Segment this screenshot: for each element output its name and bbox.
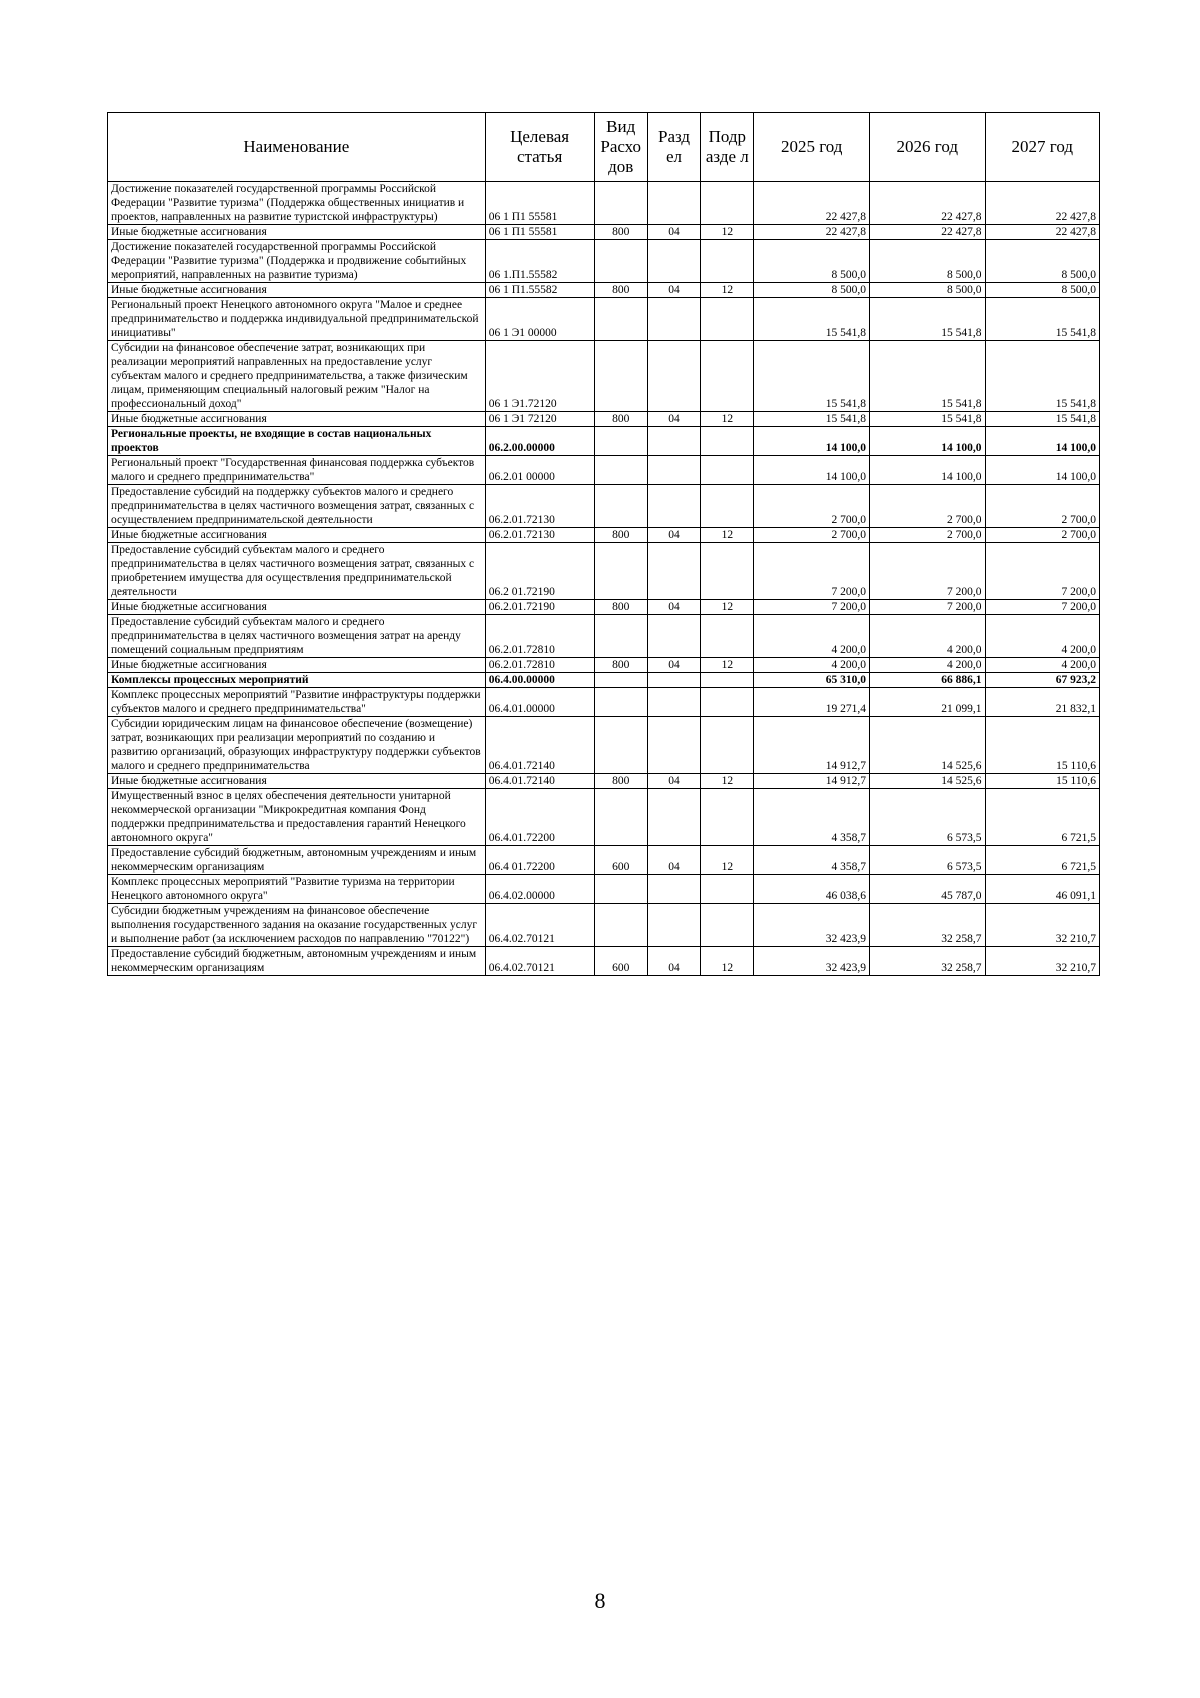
- cell-2025: 14 912,7: [754, 774, 870, 789]
- table-row: [108, 658, 1100, 673]
- table-body: [108, 182, 1100, 976]
- cell-2026: 6 573,5: [870, 789, 986, 846]
- cell-name: Иные бюджетные ассигнования: [108, 283, 486, 298]
- col-header-name: Наименование: [108, 113, 486, 182]
- cell-section: 04: [647, 658, 700, 673]
- cell-name: Иные бюджетные ассигнования: [108, 600, 486, 615]
- table-row: [108, 600, 1100, 615]
- cell-subsection: [701, 298, 754, 341]
- cell-target-code: 06.4.01.72140: [485, 717, 594, 774]
- cell-name: Предоставление субсидий бюджетным, автономным учреждениям и иным некоммерческим организациям: [108, 846, 486, 875]
- cell-2025: 15 541,8: [754, 341, 870, 412]
- cell-expense-type: [594, 717, 647, 774]
- cell-2027: 67 923,2: [985, 673, 1099, 688]
- cell-2027: 32 210,7: [985, 947, 1099, 976]
- cell-2027: 4 200,0: [985, 615, 1099, 658]
- cell-target-code: 06 1 П1.55582: [485, 283, 594, 298]
- cell-section: 04: [647, 947, 700, 976]
- cell-2027: 8 500,0: [985, 240, 1099, 283]
- cell-2025: 4 200,0: [754, 658, 870, 673]
- cell-2026: 8 500,0: [870, 240, 986, 283]
- cell-name: Региональный проект "Государственная финансовая поддержка субъектов малого и среднего предпринимательства": [108, 456, 486, 485]
- cell-expense-type: [594, 789, 647, 846]
- cell-2026: 15 541,8: [870, 298, 986, 341]
- cell-2027: 7 200,0: [985, 543, 1099, 600]
- cell-2026: 7 200,0: [870, 600, 986, 615]
- cell-2027: 22 427,8: [985, 225, 1099, 240]
- cell-expense-type: 800: [594, 412, 647, 427]
- cell-2025: 4 358,7: [754, 789, 870, 846]
- page-number: 8: [594, 1588, 606, 1613]
- cell-name: Субсидии на финансовое обеспечение затрат, возникающих при реализации мероприятий направленных на предоставление услуг субъектам малого и среднего предпринимательства, а также физическим лицам, применяющим специальный налоговый режим "Налог на профессиональный доход": [108, 341, 486, 412]
- cell-target-code: 06.4.02.70121: [485, 904, 594, 947]
- cell-target-code: 06.2.01.72810: [485, 658, 594, 673]
- cell-target-code: 06.2.01.72190: [485, 600, 594, 615]
- cell-section: [647, 427, 700, 456]
- cell-2027: 15 110,6: [985, 717, 1099, 774]
- cell-subsection: 12: [701, 658, 754, 673]
- cell-expense-type: [594, 904, 647, 947]
- cell-2026: 22 427,8: [870, 225, 986, 240]
- cell-expense-type: [594, 673, 647, 688]
- cell-2027: 8 500,0: [985, 283, 1099, 298]
- table-row: [108, 341, 1100, 412]
- cell-2025: 7 200,0: [754, 600, 870, 615]
- cell-2025: 15 541,8: [754, 412, 870, 427]
- cell-name: Предоставление субсидий субъектам малого и среднего предпринимательства в целях частичного возмещения затрат на аренду помещений социальным предприятиям: [108, 615, 486, 658]
- table-row: [108, 427, 1100, 456]
- table-row: [108, 528, 1100, 543]
- cell-2026: 32 258,7: [870, 904, 986, 947]
- table-row: [108, 789, 1100, 846]
- cell-subsection: [701, 673, 754, 688]
- cell-name: Субсидии бюджетным учреждениям на финансовое обеспечение выполнения государственного задания на оказание государственных услуг и выполнение работ (за исключением расходов по направлению "70122"): [108, 904, 486, 947]
- cell-expense-type: 800: [594, 225, 647, 240]
- cell-expense-type: [594, 688, 647, 717]
- cell-section: [647, 717, 700, 774]
- cell-name: Субсидии юридическим лицам на финансовое обеспечение (возмещение) затрат, возникающих при реализации мероприятий по созданию и развитию организаций, образующих инфраструктуру поддержки субъектов малого и среднего предпринимательства: [108, 717, 486, 774]
- cell-subsection: [701, 875, 754, 904]
- table-row: [108, 485, 1100, 528]
- cell-2025: 4 200,0: [754, 615, 870, 658]
- cell-subsection: [701, 427, 754, 456]
- cell-subsection: [701, 688, 754, 717]
- cell-2026: 45 787,0: [870, 875, 986, 904]
- table-row: [108, 283, 1100, 298]
- cell-subsection: 12: [701, 528, 754, 543]
- cell-expense-type: [594, 543, 647, 600]
- table-header-row: [108, 113, 1100, 182]
- cell-2026: 4 200,0: [870, 615, 986, 658]
- table-row: [108, 225, 1100, 240]
- cell-2027: 15 110,6: [985, 774, 1099, 789]
- cell-2026: 8 500,0: [870, 283, 986, 298]
- cell-subsection: [701, 789, 754, 846]
- cell-2027: 4 200,0: [985, 658, 1099, 673]
- cell-2025: 8 500,0: [754, 240, 870, 283]
- cell-name: Предоставление субсидий субъектам малого и среднего предпринимательства в целях частичного возмещения затрат, связанных с приобретением имущества для осуществления предпринимательской деятельности: [108, 543, 486, 600]
- cell-expense-type: [594, 875, 647, 904]
- cell-subsection: [701, 182, 754, 225]
- cell-expense-type: [594, 341, 647, 412]
- cell-target-code: 06.2.00.00000: [485, 427, 594, 456]
- col-header-2025: 2025 год: [754, 113, 870, 182]
- cell-subsection: [701, 485, 754, 528]
- cell-2027: 32 210,7: [985, 904, 1099, 947]
- cell-target-code: 06.4 01.72200: [485, 846, 594, 875]
- cell-section: [647, 789, 700, 846]
- cell-expense-type: 600: [594, 846, 647, 875]
- cell-section: 04: [647, 225, 700, 240]
- cell-target-code: 06.2.01.72810: [485, 615, 594, 658]
- cell-target-code: 06 1 Э1 72120: [485, 412, 594, 427]
- cell-2026: 14 525,6: [870, 717, 986, 774]
- col-header-type: Вид Расхо дов: [594, 113, 647, 182]
- cell-section: [647, 341, 700, 412]
- col-header-subsection: Подр азде л: [701, 113, 754, 182]
- cell-2025: 2 700,0: [754, 528, 870, 543]
- cell-2027: 6 721,5: [985, 846, 1099, 875]
- cell-target-code: 06.4.02.00000: [485, 875, 594, 904]
- cell-2027: 46 091,1: [985, 875, 1099, 904]
- col-header-2027: 2027 год: [985, 113, 1099, 182]
- cell-name: Региональные проекты, не входящие в состав национальных проектов: [108, 427, 486, 456]
- cell-2025: 22 427,8: [754, 182, 870, 225]
- cell-2026: 22 427,8: [870, 182, 986, 225]
- cell-2026: 14 100,0: [870, 427, 986, 456]
- cell-section: 04: [647, 528, 700, 543]
- cell-2025: 7 200,0: [754, 543, 870, 600]
- cell-name: Комплекс процессных мероприятий "Развитие инфраструктуры поддержки субъектов малого и среднего предпринимательства": [108, 688, 486, 717]
- cell-2025: 32 423,9: [754, 947, 870, 976]
- cell-name: Региональный проект Ненецкого автономного округа "Малое и среднее предпринимательство и поддержка индивидуальной предпринимательской инициативы": [108, 298, 486, 341]
- cell-expense-type: [594, 182, 647, 225]
- cell-2026: 2 700,0: [870, 528, 986, 543]
- cell-target-code: 06.4.01.00000: [485, 688, 594, 717]
- cell-section: 04: [647, 774, 700, 789]
- cell-name: Иные бюджетные ассигнования: [108, 528, 486, 543]
- cell-subsection: 12: [701, 225, 754, 240]
- cell-section: 04: [647, 846, 700, 875]
- cell-name: Иные бюджетные ассигнования: [108, 774, 486, 789]
- col-header-target: Целевая статья: [485, 113, 594, 182]
- cell-2026: 15 541,8: [870, 341, 986, 412]
- cell-2026: 14 100,0: [870, 456, 986, 485]
- table-row: [108, 904, 1100, 947]
- table-row: [108, 615, 1100, 658]
- cell-section: [647, 875, 700, 904]
- cell-target-code: 06.4.01.72140: [485, 774, 594, 789]
- cell-2027: 14 100,0: [985, 456, 1099, 485]
- cell-section: [647, 615, 700, 658]
- cell-2026: 7 200,0: [870, 543, 986, 600]
- cell-name: Иные бюджетные ассигнования: [108, 412, 486, 427]
- cell-target-code: 06 1 П1 55581: [485, 182, 594, 225]
- cell-subsection: [701, 615, 754, 658]
- cell-subsection: [701, 717, 754, 774]
- cell-name: Иные бюджетные ассигнования: [108, 658, 486, 673]
- cell-2025: 32 423,9: [754, 904, 870, 947]
- cell-target-code: 06.2.01.72130: [485, 528, 594, 543]
- cell-expense-type: [594, 615, 647, 658]
- table-row: [108, 673, 1100, 688]
- cell-2027: 2 700,0: [985, 485, 1099, 528]
- cell-subsection: [701, 904, 754, 947]
- table-row: [108, 688, 1100, 717]
- cell-2026: 32 258,7: [870, 947, 986, 976]
- cell-target-code: 06.4.00.00000: [485, 673, 594, 688]
- cell-2025: 14 100,0: [754, 427, 870, 456]
- cell-2025: 19 271,4: [754, 688, 870, 717]
- cell-name: Имущественный взнос в целях обеспечения деятельности унитарной некоммерческой организации "Микрокредитная компания Фонд поддержки предпринимательства и предоставления гарантий Ненецкого автономного округа": [108, 789, 486, 846]
- cell-name: Предоставление субсидий бюджетным, автономным учреждениям и иным некоммерческим организациям: [108, 947, 486, 976]
- cell-2025: 46 038,6: [754, 875, 870, 904]
- cell-expense-type: [594, 298, 647, 341]
- table-row: [108, 774, 1100, 789]
- cell-section: [647, 543, 700, 600]
- cell-section: [647, 298, 700, 341]
- cell-target-code: 06.2.01.72130: [485, 485, 594, 528]
- cell-section: 04: [647, 600, 700, 615]
- cell-2026: 15 541,8: [870, 412, 986, 427]
- table-row: [108, 846, 1100, 875]
- cell-2027: 15 541,8: [985, 412, 1099, 427]
- cell-name: Достижение показателей государственной программы Российской Федерации "Развитие туризма" (Поддержка и продвижение событийных мероприятий, направленных на развитие туризма): [108, 240, 486, 283]
- cell-2026: 4 200,0: [870, 658, 986, 673]
- cell-target-code: 06 1 Э1 00000: [485, 298, 594, 341]
- cell-expense-type: 800: [594, 283, 647, 298]
- cell-name: Комплекс процессных мероприятий "Развитие туризма на территории Ненецкого автономного округа": [108, 875, 486, 904]
- cell-2026: 14 525,6: [870, 774, 986, 789]
- cell-name: Иные бюджетные ассигнования: [108, 225, 486, 240]
- cell-2027: 21 832,1: [985, 688, 1099, 717]
- cell-2025: 65 310,0: [754, 673, 870, 688]
- cell-2025: 14 912,7: [754, 717, 870, 774]
- cell-2025: 14 100,0: [754, 456, 870, 485]
- cell-2027: 2 700,0: [985, 528, 1099, 543]
- cell-section: 04: [647, 283, 700, 298]
- cell-expense-type: 800: [594, 774, 647, 789]
- cell-expense-type: 800: [594, 658, 647, 673]
- cell-2027: 6 721,5: [985, 789, 1099, 846]
- table-row: [108, 543, 1100, 600]
- cell-subsection: 12: [701, 412, 754, 427]
- cell-section: [647, 673, 700, 688]
- cell-target-code: 06.2 01.72190: [485, 543, 594, 600]
- cell-section: 04: [647, 412, 700, 427]
- table-row: [108, 717, 1100, 774]
- cell-expense-type: 800: [594, 528, 647, 543]
- cell-target-code: 06.2.01 00000: [485, 456, 594, 485]
- cell-2026: 6 573,5: [870, 846, 986, 875]
- cell-subsection: 12: [701, 283, 754, 298]
- cell-subsection: 12: [701, 774, 754, 789]
- cell-subsection: [701, 341, 754, 412]
- cell-expense-type: [594, 427, 647, 456]
- cell-subsection: [701, 240, 754, 283]
- table-row: [108, 240, 1100, 283]
- cell-section: [647, 485, 700, 528]
- cell-subsection: [701, 543, 754, 600]
- cell-name: Достижение показателей государственной программы Российской Федерации "Развитие туризма" (Поддержка общественных инициатив и проектов, направленных на развитие туристской инфраструктуры): [108, 182, 486, 225]
- cell-2026: 66 886,1: [870, 673, 986, 688]
- cell-target-code: 06.4.01.72200: [485, 789, 594, 846]
- cell-subsection: [701, 456, 754, 485]
- cell-2025: 15 541,8: [754, 298, 870, 341]
- budget-table: [107, 112, 1100, 976]
- cell-2025: 4 358,7: [754, 846, 870, 875]
- col-header-2026: 2026 год: [870, 113, 986, 182]
- table-row: [108, 182, 1100, 225]
- cell-target-code: 06.4.02.70121: [485, 947, 594, 976]
- cell-2025: 8 500,0: [754, 283, 870, 298]
- cell-section: [647, 456, 700, 485]
- cell-expense-type: 800: [594, 600, 647, 615]
- cell-name: Комплексы процессных мероприятий: [108, 673, 486, 688]
- cell-2025: 2 700,0: [754, 485, 870, 528]
- cell-expense-type: 600: [594, 947, 647, 976]
- cell-section: [647, 904, 700, 947]
- cell-2027: 15 541,8: [985, 341, 1099, 412]
- table-row: [108, 412, 1100, 427]
- col-header-section: Разд ел: [647, 113, 700, 182]
- cell-2027: 22 427,8: [985, 182, 1099, 225]
- cell-subsection: 12: [701, 947, 754, 976]
- cell-expense-type: [594, 240, 647, 283]
- cell-subsection: 12: [701, 846, 754, 875]
- cell-2026: 2 700,0: [870, 485, 986, 528]
- cell-target-code: 06 1.П1.55582: [485, 240, 594, 283]
- table-row: [108, 947, 1100, 976]
- cell-2027: 7 200,0: [985, 600, 1099, 615]
- table-row: [108, 875, 1100, 904]
- cell-section: [647, 240, 700, 283]
- cell-expense-type: [594, 456, 647, 485]
- cell-name: Предоставление субсидий на поддержку субъектов малого и среднего предпринимательства в целях частичного возмещения затрат, связанных с осуществлением предпринимательской деятельности: [108, 485, 486, 528]
- cell-2027: 14 100,0: [985, 427, 1099, 456]
- cell-2027: 15 541,8: [985, 298, 1099, 341]
- table-row: [108, 298, 1100, 341]
- cell-target-code: 06 1 Э1.72120: [485, 341, 594, 412]
- cell-target-code: 06 1 П1 55581: [485, 225, 594, 240]
- cell-expense-type: [594, 485, 647, 528]
- cell-section: [647, 688, 700, 717]
- cell-2025: 22 427,8: [754, 225, 870, 240]
- cell-subsection: 12: [701, 600, 754, 615]
- table-row: [108, 456, 1100, 485]
- cell-2026: 21 099,1: [870, 688, 986, 717]
- cell-section: [647, 182, 700, 225]
